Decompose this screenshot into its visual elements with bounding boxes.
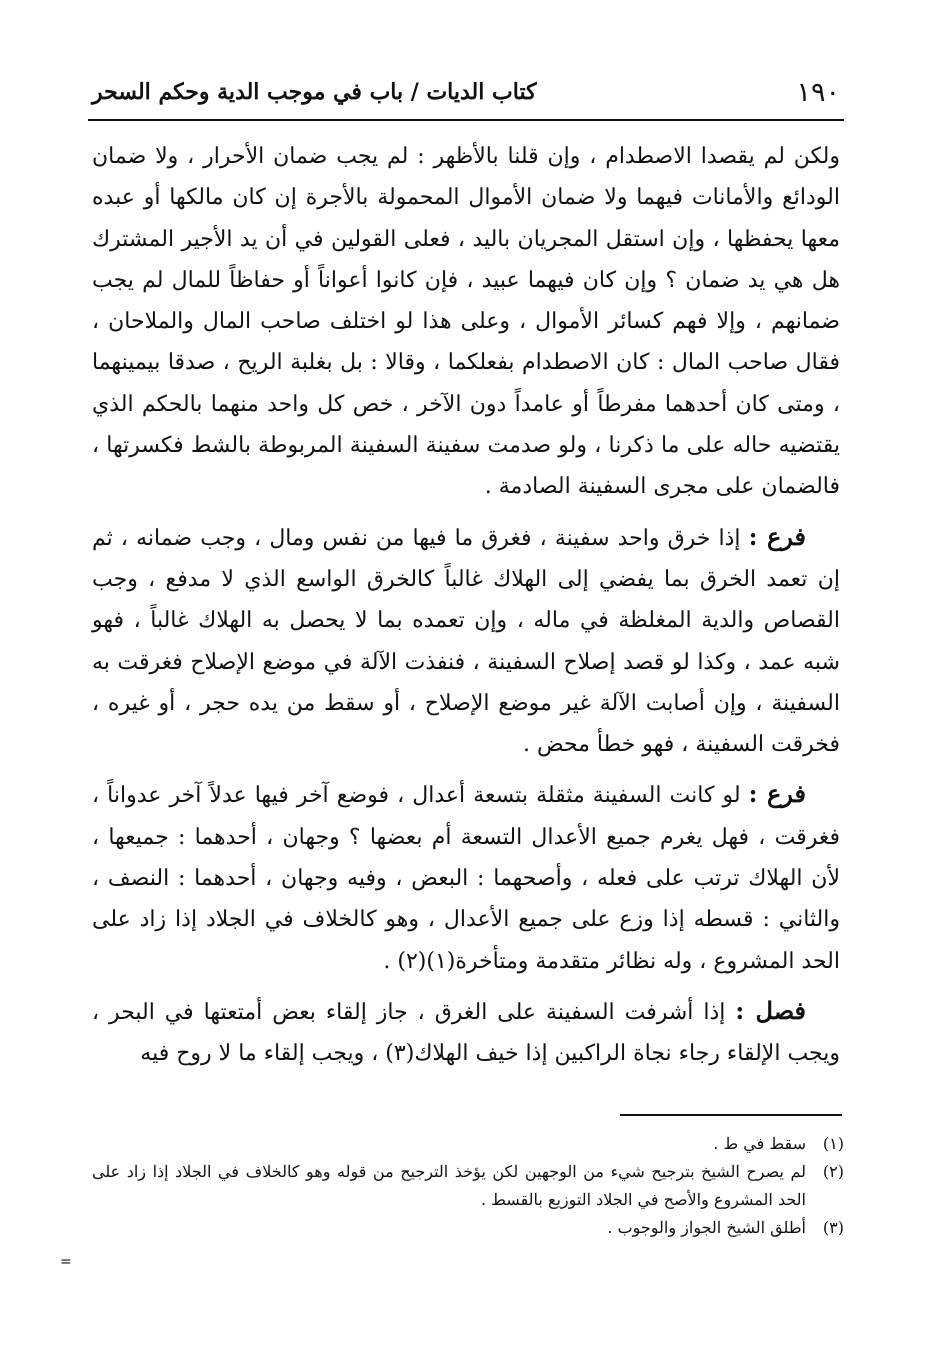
footnote-number: (١) <box>822 1134 844 1153</box>
page-header <box>92 72 840 112</box>
paragraph-text: لو كانت السفينة مثقلة بتسعة أعدال ، فوضع آخر فيها عدلاً آخر عدواناً ، فغرقت ، فهل يغرم جميع الأعدال التسعة أم بعضها ؟ وجهان ، أحدهما : جميعها ، لأن الهلاك ترتب على فعله ، وأصحهما : البعض ، وفيه وجهان ، أحدهما : النصف ، والثاني : قسطه إذا وزع على جميع الأعدال ، وهو كالخلاف في الجلاد إذا زاد على الحد المشروع ، وله نظائر متقدمة ومتأخرة(١)(٢) . <box>92 783 840 974</box>
main-text <box>92 136 840 1083</box>
paragraph-text: إذا أشرفت السفينة على الغرق ، جاز إلقاء بعض أمتعتها في البحر ، ويجب الإلقاء رجاء نجاة الراكبين إذا خيف الهلاك(٣) ، ويجب إلقاء ما لا روح فيه <box>92 999 840 1067</box>
footnote-2 <box>92 1158 844 1214</box>
footnotes <box>92 1130 844 1242</box>
footnote-number: (٣) <box>822 1218 844 1237</box>
footnote-text: سقط في ط . <box>713 1134 806 1153</box>
page-number: ١٩٠ <box>796 76 840 108</box>
footnote-number: (٢) <box>822 1162 844 1181</box>
header-divider <box>88 119 844 121</box>
paragraph-4 <box>92 990 840 1075</box>
footnote-text: لم يصرح الشيخ بترجيح شيء من الوجهين لكن يؤخذ الترجيح من قوله وهو كالخلاف في الجلاد إذا زاد على الحد المشروع والأصح في الجلاد التوزيع بالقسط . <box>92 1162 806 1209</box>
paragraph-3 <box>92 773 840 981</box>
section-lead: فصل : <box>735 995 806 1025</box>
footnote-divider <box>620 1114 842 1116</box>
footnote-1 <box>92 1130 844 1158</box>
running-title: كتاب الديات / باب في موجب الدية وحكم السحر <box>92 79 537 105</box>
paragraph-1 <box>92 136 840 508</box>
footnote-3 <box>92 1214 844 1242</box>
paragraph-2 <box>92 516 840 766</box>
section-lead: فرع : <box>748 521 806 551</box>
paragraph-text: إذا خرق واحد سفينة ، فغرق ما فيها من نفس ومال ، وجب ضمانه ، ثم إن تعمد الخرق بما يفضي إلى الهلاك غالباً كالخرق الواسع الذي لا مدفع ، وجب القصاص والدية المغلظة في ماله ، وإن تعمده بما لا يحصل به الهلاك غالباً ، فهو شبه عمد ، وكذا لو قصد إصلاح السفينة ، فنفذت الآلة في موضع الإصلاح فغرقت به السفينة ، وإن أصابت الآلة غير موضع الإصلاح ، أو سقط من يده حجر ، أو غيره ، فخرقت السفينة ، فهو خطأ محض . <box>92 525 840 758</box>
footnote-text: أطلق الشيخ الجواز والوجوب . <box>607 1218 806 1237</box>
margin-mark: = <box>60 1254 72 1270</box>
section-lead: فرع : <box>748 779 807 809</box>
paragraph-text: ولكن لم يقصدا الاصطدام ، وإن قلنا بالأظهر : لم يجب ضمان الأحرار ، ولا ضمان الودائع والأمانات فيهما ولا ضمان الأموال المحمولة بالأجرة إن كان مالكها أو عبده معها يحفظها ، وإن استقل المجريان باليد ، فعلى القولين في أن يد الأجير المشترك هل هي يد ضمان ؟ وإن كان فيهما عبيد ، فإن كانوا أعواناً أو حفاظاً للمال لم يجب ضمانهم ، وإلا فهم كسائر الأموال ، وعلى هذا لو اختلف صاحب المال والملاحان ، فقال صاحب المال : كان الاصطدام بفعلكما ، وقالا : بل بغلبة الريح ، صدقا بيمينهما ، ومتى كان أحدهما مفرطاً أو عامداً دون الآخر ، خص كل واحد منهما بالحكم الذي يقتضيه حاله على ما ذكرنا ، ولو صدمت سفينة السفينة المربوطة بالشط فكسرتها ، فالضمان على مجرى السفينة الصادمة . <box>92 144 840 500</box>
